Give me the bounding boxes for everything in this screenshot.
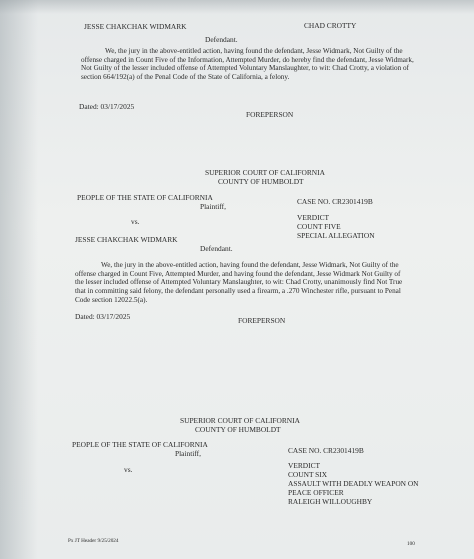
- verdict2-vs: vs.: [131, 217, 140, 226]
- verdict2-foreperson: FOREPERSON: [238, 316, 286, 325]
- verdict3-charge-line1: ASSAULT WITH DEADLY WEAPON ON: [288, 479, 419, 488]
- verdict2-body-line: that in committing said felony, the defendant personally used a firearm, a .270 Winchester rifle, pursuant to Penal: [75, 287, 401, 296]
- verdict2-dated: Dated: 03/17/2025: [75, 312, 131, 321]
- verdict2-special-allegation: SPECIAL ALLEGATION: [297, 231, 375, 240]
- footer-page-number: 100: [407, 541, 415, 547]
- verdict1-defendant-label: Defendant.: [205, 35, 238, 44]
- verdict1-body-line: We, the jury in the above-entitled action, having found the defendant, Jesse Widmark, Not Guilty of the: [105, 47, 403, 55]
- verdict2-body-line: offense charged in Count Five, Attempted Murder, and having found the defendant, Jesse Widmark Not Guilty of: [75, 269, 401, 278]
- verdict3-vs: vs.: [124, 465, 133, 474]
- verdict2-court-name: SUPERIOR COURT OF CALIFORNIA: [205, 168, 325, 177]
- verdict1-body: [81, 47, 433, 82]
- verdict2-body: [75, 261, 435, 305]
- verdict3-count: COUNT SIX: [288, 470, 328, 479]
- verdict2-body-line: Code section 12022.5(a).: [75, 295, 148, 304]
- verdict2-county: COUNTY OF HUMBOLDT: [218, 177, 304, 186]
- footer-left: Px JT Header 9/25/2024: [68, 538, 119, 544]
- verdict1-dated: Dated: 03/17/2025: [79, 102, 135, 111]
- verdict3-case-number: CASE NO. CR2301419B: [288, 446, 364, 455]
- verdict3-officer: RALEIGH WILLOUGHBY: [288, 497, 373, 506]
- verdict1-body-line: Not Guilty of the lesser included offense of Attempted Voluntary Manslaughter, to wit: Chad Crotty, a violation of: [81, 64, 410, 73]
- verdict1-victim-header: CHAD CROTTY: [304, 21, 357, 30]
- verdict3-county: COUNTY OF HUMBOLDT: [195, 425, 281, 434]
- verdict2-defendant-label: Defendant.: [200, 244, 233, 253]
- page-shadow-left: [0, 0, 38, 559]
- verdict2-body-line: the lesser included offense of Attempted Voluntary Manslaughter, to wit: Chad Crotty, unanimously find Not True: [75, 278, 403, 287]
- verdict3-court-name: SUPERIOR COURT OF CALIFORNIA: [180, 416, 300, 425]
- verdict2-defendant-name: JESSE CHAKCHAK WIDMARK: [75, 235, 178, 244]
- verdict2-verdict-title: VERDICT: [297, 213, 330, 222]
- verdict3-charge-line2: PEACE OFFICER: [288, 488, 344, 497]
- verdict2-body-line: We, the jury in the above-entitled action, having found the defendant, Jesse Widmark, Not Guilty of the: [101, 261, 399, 269]
- verdict3-verdict-title: VERDICT: [288, 461, 321, 470]
- verdict2-people: PEOPLE OF THE STATE OF CALIFORNIA: [77, 193, 213, 202]
- verdict2-count: COUNT FIVE: [297, 222, 341, 231]
- verdict2-case-number: CASE NO. CR2301419B: [297, 197, 373, 206]
- verdict2-plaintiff-label: Plaintiff,: [200, 202, 226, 211]
- verdict3-plaintiff-label: Plaintiff,: [175, 449, 201, 458]
- page-shadow-top: [0, 0, 474, 14]
- verdict1-foreperson: FOREPERSON: [246, 110, 294, 119]
- verdict1-body-line: section 664/192(a) of the Penal Code of the State of California, a felony.: [81, 73, 290, 82]
- verdict3-people: PEOPLE OF THE STATE OF CALIFORNIA: [72, 440, 208, 449]
- verdict1-body-line: offense charged in Count Five of the Information, Attempted Murder, do hereby find the defendant, Jesse Widmark,: [81, 55, 414, 64]
- verdict1-defendant-name: JESSE CHAKCHAK WIDMARK: [84, 22, 187, 31]
